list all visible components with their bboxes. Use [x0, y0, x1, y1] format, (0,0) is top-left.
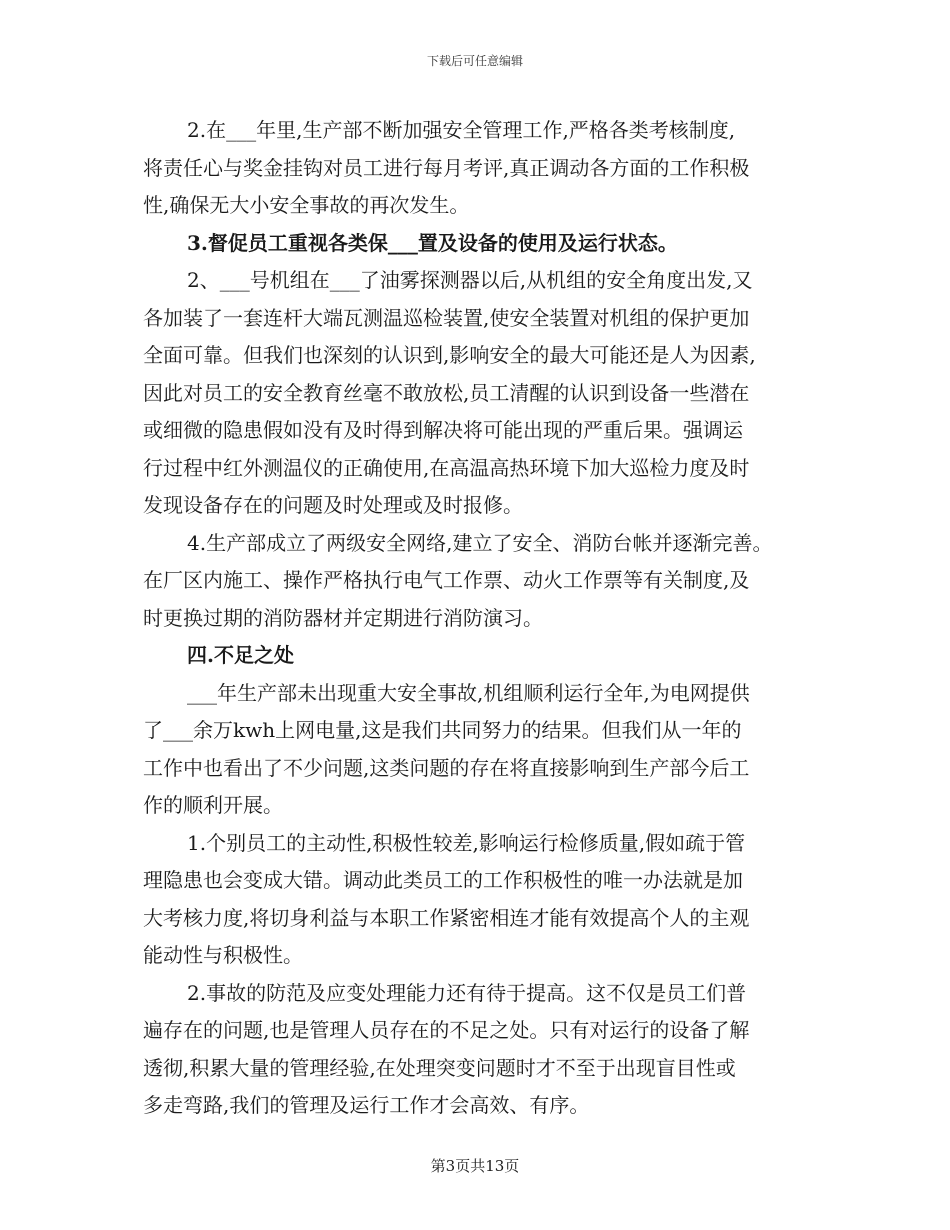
heading-line: 四.不足之处: [187, 643, 294, 667]
paragraph-line: 4.生产部成立了两级安全网络,建立了安全、消防台帐并逐渐完善。: [187, 530, 773, 555]
paragraph-safety-network: [143, 525, 823, 638]
paragraph-line: 理隐患也会变成大错。调动此类员工的工作积极性的唯一办法就是加: [143, 868, 743, 892]
paragraph-unit-detectors: [143, 262, 823, 525]
paragraph-emergency-response: [143, 975, 823, 1125]
paragraph-line: 多走弯路,我们的管理及运行工作才会高效、有序。: [143, 1093, 590, 1117]
paragraph-line: 发现设备存在的问题及时处理或及时报修。: [143, 493, 523, 517]
page-header: 下载后可任意编辑: [426, 54, 523, 68]
paragraph-initiative: [143, 825, 823, 975]
paragraph-line: 因此对员工的安全教育丝毫不敢放松,员工清醒的认识到设备一些潜在: [143, 380, 750, 405]
page-number: 第3页共13页: [430, 1157, 520, 1175]
paragraph-line: 工作中也看出了不少问题,这类问题的存在将直接影响到生产部今后工: [143, 755, 750, 780]
paragraph-line: 全面可靠。但我们也深刻的认识到,影响安全的最大可能还是人为因素,: [143, 343, 756, 367]
paragraph-line: 遍存在的问题,也是管理人员存在的不足之处。只有对运行的设备了解: [143, 1018, 750, 1042]
paragraph-line: 1.个别员工的主动性,积极性较差,影响运行检修质量,假如疏于管: [187, 830, 746, 855]
paragraph-line: 作的顺利开展。: [143, 793, 283, 817]
paragraph-annual-summary: [143, 675, 823, 825]
paragraph-line: 2、___号机组在___了油雾探测器以后,从机组的安全角度出发,又: [187, 268, 753, 292]
section-heading-4: [143, 637, 823, 675]
paragraph-line: 时更换过期的消防器材并定期进行消防演习。: [143, 605, 543, 630]
paragraph-line: 2.事故的防范及应变处理能力还有待于提高。这不仅是员工们普: [187, 980, 747, 1005]
heading-line: 3.督促员工重视各类保___置及设备的使用及运行状态。: [187, 230, 678, 255]
document-body: [143, 112, 823, 1125]
paragraph-line: 性,确保无大小安全事故的再次发生。: [143, 193, 470, 217]
paragraph-line: 在厂区内施工、操作严格执行电气工作票、动火工作票等有关制度,及: [143, 568, 750, 592]
paragraph-line: 2.在___年里,生产部不断加强安全管理工作,严格各类考核制度,: [187, 118, 736, 142]
paragraph-line: 能动性与积极性。: [143, 943, 303, 967]
paragraph-line: 各加装了一套连杆大端瓦测温巡检装置,使安全装置对机组的保护更加: [143, 305, 750, 330]
paragraph-line: 将责任心与奖金挂钩对员工进行每月考评,真正调动各方面的工作积极: [143, 155, 750, 180]
paragraph-safety-management: [143, 112, 823, 225]
paragraph-line: 透彻,积累大量的管理经验,在处理突变问题时才不至于出现盲目性或: [143, 1055, 736, 1080]
paragraph-line: 行过程中红外测温仪的正确使用,在高温高热环境下加大巡检力度及时: [143, 455, 750, 480]
paragraph-line: 或细微的隐患假如没有及时得到解决将可能出现的严重后果。强调运: [143, 418, 743, 442]
paragraph-line: 了___余万kwh上网电量,这是我们共同努力的结果。但我们从一年的: [143, 718, 742, 742]
paragraph-line: 大考核力度,将切身利益与本职工作紧密相连才能有效提高个人的主观: [143, 905, 750, 930]
paragraph-line: ___年生产部未出现重大安全事故,机组顺利运行全年,为电网提供: [187, 680, 750, 705]
section-heading-3: [143, 225, 823, 263]
